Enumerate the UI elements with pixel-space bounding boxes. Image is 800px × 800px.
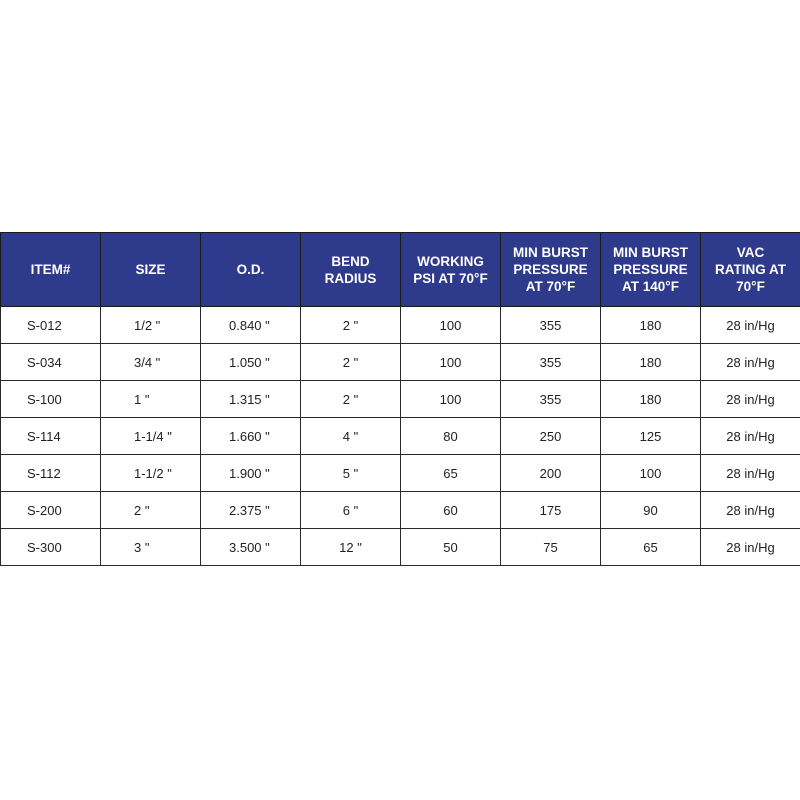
header-od: [201, 233, 301, 307]
table-row: [1, 418, 800, 455]
table-body: [1, 307, 800, 566]
cell-bend-radius: 5 ": [301, 455, 401, 492]
cell-working-psi: 65: [401, 455, 501, 492]
cell-vac-rating: 28 in/Hg: [701, 492, 800, 529]
cell-vac-rating: 28 in/Hg: [701, 418, 800, 455]
cell-size: 3 ": [101, 529, 201, 566]
cell-item: S-114: [1, 418, 101, 455]
cell-size: 3/4 ": [101, 344, 201, 381]
cell-vac-rating: 28 in/Hg: [701, 307, 800, 344]
cell-bend-radius: 2 ": [301, 381, 401, 418]
cell-od: 1.900 ": [201, 455, 301, 492]
cell-od: 0.840 ": [201, 307, 301, 344]
header-min-burst-140: [601, 233, 701, 307]
cell-min-burst-70: 75: [501, 529, 601, 566]
table-row: [1, 344, 800, 381]
cell-vac-rating: 28 in/Hg: [701, 381, 800, 418]
cell-bend-radius: 2 ": [301, 307, 401, 344]
header-line: ITEM#: [30, 262, 71, 277]
header-line: MIN BURST: [513, 245, 588, 260]
cell-size: 1-1/4 ": [101, 418, 201, 455]
cell-size: 2 ": [101, 492, 201, 529]
cell-min-burst-140: 100: [601, 455, 701, 492]
cell-working-psi: 100: [401, 307, 501, 344]
table-row: [1, 307, 800, 344]
cell-min-burst-70: 250: [501, 418, 601, 455]
header-item: [1, 233, 101, 307]
header-line: PRESSURE: [513, 262, 588, 277]
table-row: [1, 381, 800, 418]
cell-min-burst-140: 180: [601, 344, 701, 381]
cell-working-psi: 60: [401, 492, 501, 529]
cell-item: S-034: [1, 344, 101, 381]
cell-min-burst-70: 355: [501, 307, 601, 344]
cell-item: S-100: [1, 381, 101, 418]
header-line: PSI AT 70°F: [413, 270, 488, 286]
cell-min-burst-70: 175: [501, 492, 601, 529]
cell-min-burst-140: 180: [601, 381, 701, 418]
table-header: [1, 233, 800, 307]
cell-bend-radius: 6 ": [301, 492, 401, 529]
cell-item: S-012: [1, 307, 101, 344]
cell-od: 3.500 ": [201, 529, 301, 566]
cell-item: S-200: [1, 492, 101, 529]
header-line: WORKING: [417, 253, 484, 269]
cell-size: 1 ": [101, 381, 201, 418]
cell-size: 1/2 ": [101, 307, 201, 344]
header-line: PRESSURE: [613, 262, 688, 277]
cell-vac-rating: 28 in/Hg: [701, 455, 800, 492]
header-line: AT 70°F: [525, 279, 576, 294]
header-line: VAC: [736, 245, 765, 260]
cell-od: 2.375 ": [201, 492, 301, 529]
cell-min-burst-140: 180: [601, 307, 701, 344]
cell-working-psi: 80: [401, 418, 501, 455]
cell-min-burst-70: 355: [501, 344, 601, 381]
pipe-spec-table: [0, 232, 800, 566]
cell-working-psi: 50: [401, 529, 501, 566]
cell-min-burst-140: 90: [601, 492, 701, 529]
header-size: [101, 233, 201, 307]
cell-min-burst-70: 200: [501, 455, 601, 492]
cell-min-burst-140: 65: [601, 529, 701, 566]
header-line: MIN BURST: [613, 245, 688, 260]
table-row: [1, 455, 800, 492]
cell-vac-rating: 28 in/Hg: [701, 529, 800, 566]
cell-min-burst-70: 355: [501, 381, 601, 418]
header-line: O.D.: [236, 262, 265, 277]
header-line: BEND: [331, 253, 370, 269]
cell-bend-radius: 4 ": [301, 418, 401, 455]
header-bend-radius: [301, 233, 401, 307]
cell-od: 1.050 ": [201, 344, 301, 381]
cell-vac-rating: 28 in/Hg: [701, 344, 800, 381]
header-line: SIZE: [135, 262, 166, 277]
table-row: [1, 529, 800, 566]
cell-od: 1.315 ": [201, 381, 301, 418]
header-line: 70°F: [736, 279, 765, 294]
cell-bend-radius: 2 ": [301, 344, 401, 381]
header-line: RATING AT: [715, 262, 786, 277]
cell-working-psi: 100: [401, 344, 501, 381]
cell-bend-radius: 12 ": [301, 529, 401, 566]
cell-od: 1.660 ": [201, 418, 301, 455]
header-line: RADIUS: [324, 270, 377, 286]
cell-item: S-112: [1, 455, 101, 492]
header-working-psi: [401, 233, 501, 307]
cell-min-burst-140: 125: [601, 418, 701, 455]
header-row: [1, 233, 800, 307]
cell-working-psi: 100: [401, 381, 501, 418]
header-line: AT 140°F: [622, 279, 679, 294]
header-min-burst-70: [501, 233, 601, 307]
cell-item: S-300: [1, 529, 101, 566]
cell-size: 1-1/2 ": [101, 455, 201, 492]
header-vac-rating: [701, 233, 800, 307]
table-row: [1, 492, 800, 529]
